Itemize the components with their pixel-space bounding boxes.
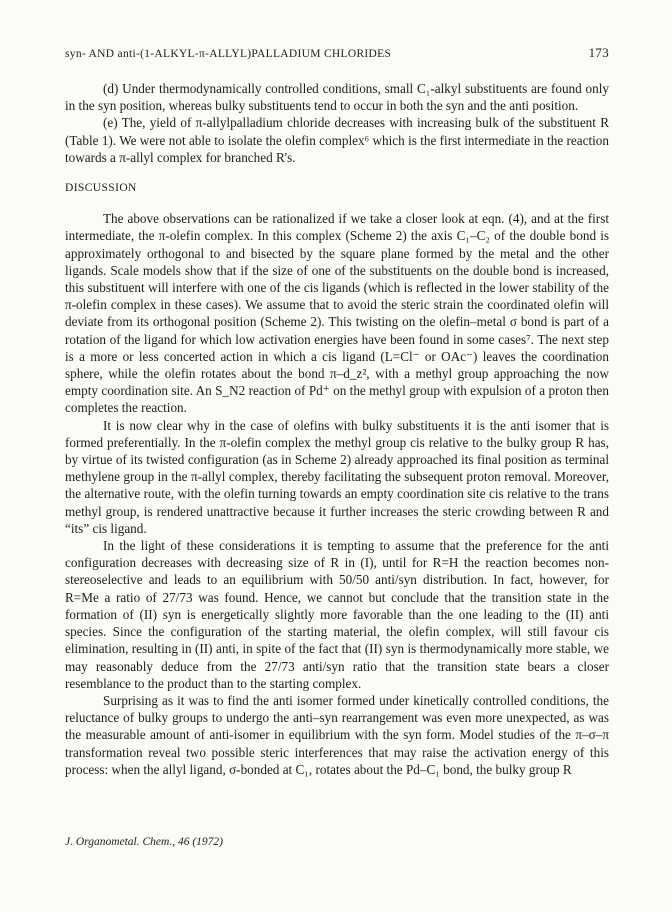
- paragraph-item-e: (e) The, yield of π-allylpalladium chloride decreases with increasing bulk of the substituent R (Table 1). We were not able to isolate the olefin complex⁶ which is the first intermediate in the reaction towards a π-allyl complex for branched R's.: [65, 115, 609, 165]
- discussion-paragraph-2: It is now clear why in the case of olefins with bulky substituents it is the anti isomer that is formed preferentially. In the π-olefin complex the methyl group cis relative to the bulky group R has, by virtue of its twisted configuration (as in Scheme 2) already approached its final position as terminal methylene group in the π-allyl complex, thereby facilitating the subsequent proton removal. Moreover, the alternative route, with the olefin turning towards an empty coordination site cis relative to the trans methyl group, is rendered unattractive because it further increases the steric crowding between R and “its” cis ligand.: [65, 417, 609, 536]
- running-title: syn- AND anti-(1-ALKYL-π-ALLYL)PALLADIUM CHLORIDES: [65, 48, 392, 60]
- paragraph-item-d: (d) Under thermodynamically controlled conditions, small C₁-alkyl substituents are found only in the syn position, whereas bulky substituents tend to occur in both the syn and the anti position.: [65, 81, 609, 114]
- journal-citation: J. Organometal. Chem., 46 (1972): [65, 836, 223, 848]
- section-heading: DISCUSSION: [65, 182, 137, 195]
- body-text: [65, 80, 609, 778]
- page-number: 173: [588, 45, 609, 60]
- discussion-paragraph-1: The above observations can be rationalized if we take a closer look at eqn. (4), and at the first intermediate, the π-olefin complex. In this complex (Scheme 2) the axis C₁–C₂ of the double bond is approximately orthogonal to and bisected by the square plane formed by the metal and the other ligands. Scale models show that if the size of one of the substituents on the double bond is increased, this substituent will interfere with one of the cis ligands (which is reflected in the lower stability of the π-olefin complex in these cases). We assume that to avoid the steric strain the coordinated olefin will deviate from its orthogonal position (Scheme 2). This twisting on the olefin–metal σ bond is part of a rotation of the ligand for which low activation energies have been found in some cases⁷. The next step is a more or less concerted action in which a cis ligand (L=Cl⁻ or OAc⁻) leaves the coordination sphere, while the olefin rotates about the bond π–d_z², with a methyl group approaching the now empty coordination site. An S_N2 reaction of Pd⁺ on the methyl group with expulsion of a proton then completes the reaction.: [65, 211, 609, 416]
- discussion-paragraph-3: In the light of these considerations it is tempting to assume that the preference for the anti configuration decreases with decreasing size of R in (I), until for R=H the reaction becomes non-stereoselective and leads to an equilibrium with 50/50 anti/syn distribution. In fact, however, for R=Me a ratio of 27/73 was found. Hence, we cannot but conclude that the transition state in the formation of (II) syn is energetically slightly more favorable than the one leading to the (II) anti species. Since the configuration of the starting material, the olefin complex, will still favour cis elimination, resulting in (II) anti, in spite of the fact that (II) syn is thermodynamically more stable, we may reasonably deduce from the 27/73 anti/syn ratio that the transition state bears a closer resemblance to the product than to the starting complex.: [65, 538, 609, 691]
- discussion-paragraph-4: Surprising as it was to find the anti isomer formed under kinetically controlled conditions, the reluctance of bulky groups to undergo the anti–syn rearrangement was even more unexpected, as was the measurable amount of anti-isomer in equilibrium with the syn form. Model studies of the π–σ–π transformation reveal two possible steric interferences that may raise the activation energy of this process: when the allyl ligand, σ-bonded at C₁, rotates about the Pd–C₁ bond, the bulky group R: [65, 692, 609, 777]
- running-head: [65, 45, 609, 61]
